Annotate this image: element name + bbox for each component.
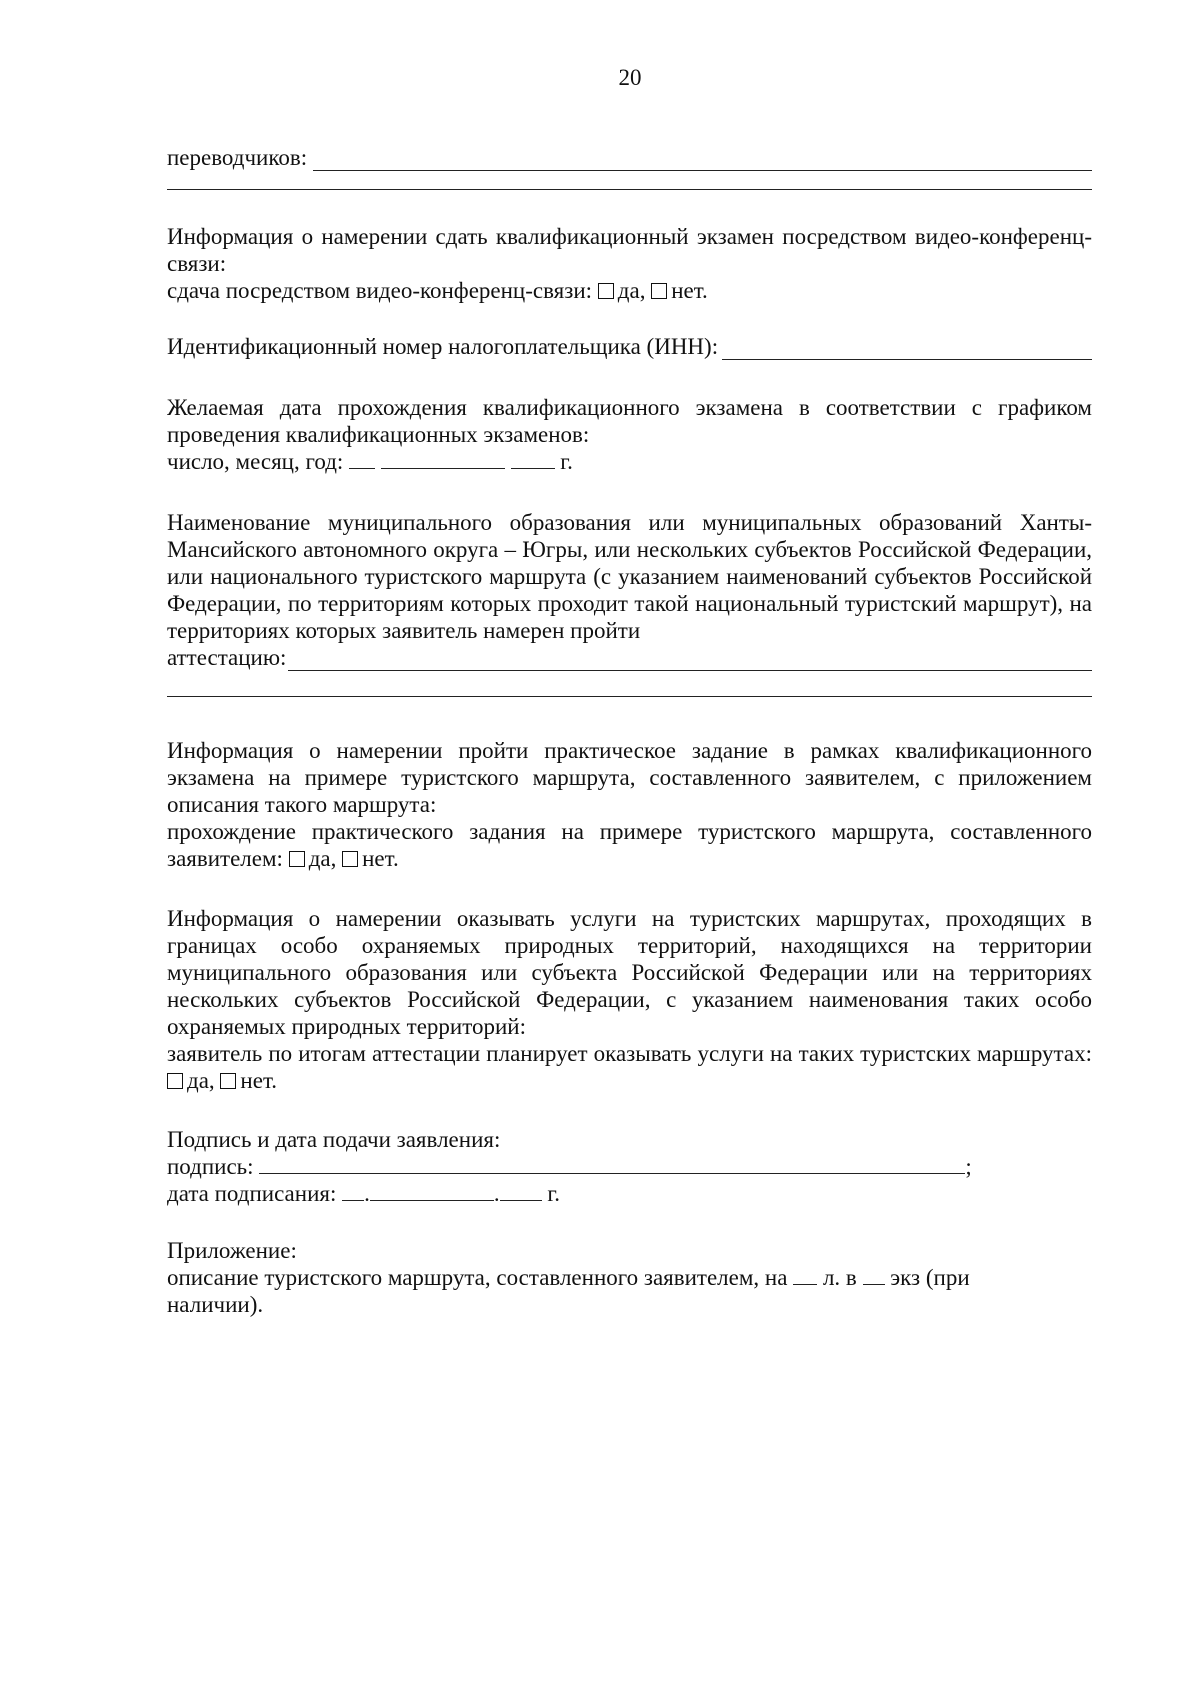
sign-month-field[interactable] <box>370 1180 494 1201</box>
inn-field[interactable] <box>722 337 1092 360</box>
video-question: сдача посредством видео-конференц-связи: <box>167 278 593 303</box>
inn-label: Идентификационный номер налогоплательщика (ИНН): <box>167 334 719 359</box>
protected-question: заявитель по итогам аттестации планирует оказывать услуги на таких туристских маршрутах: <box>167 1041 1092 1066</box>
video-no-checkbox[interactable] <box>651 283 667 299</box>
municipality-last-word: аттестацию: <box>167 645 287 670</box>
practical-no-checkbox[interactable] <box>342 851 358 867</box>
exam-day-field[interactable] <box>349 448 375 469</box>
exam-date-section <box>167 394 1092 475</box>
protected-yes-label: да, <box>187 1068 215 1093</box>
sign-year-field[interactable] <box>500 1180 542 1201</box>
exam-date-suffix: г. <box>560 449 573 474</box>
exam-date-label: число, месяц, год: <box>167 449 344 474</box>
translators-field[interactable] <box>313 148 1092 171</box>
sign-date-suffix: г. <box>547 1181 560 1206</box>
sign-day-field[interactable] <box>342 1180 364 1201</box>
municipality-field[interactable] <box>288 648 1092 671</box>
translators-block <box>167 144 1092 190</box>
video-yes-label: да, <box>617 278 646 303</box>
translators-field-line-2[interactable] <box>167 189 1092 190</box>
appendix-pages-field[interactable] <box>793 1264 817 1285</box>
protected-no-checkbox[interactable] <box>220 1073 236 1089</box>
practical-yes-label: да, <box>308 846 337 871</box>
sign-date-dot-2: . <box>493 1181 500 1206</box>
municipality-section <box>167 509 1092 697</box>
translators-label: переводчиков: <box>167 145 308 170</box>
protected-yes-checkbox[interactable] <box>167 1073 183 1089</box>
practical-question: прохождение практического задания на примере туристского маршрута, составленного заявителем: <box>167 819 1092 871</box>
video-conference-section <box>167 223 1092 304</box>
page-number: 20 <box>618 65 642 90</box>
exam-month-field[interactable] <box>381 448 505 469</box>
municipality-text: Наименование муниципального образования или муниципальных образований Ханты-Мансийского автономного округа – Югры, или нескольких субъектов Российской Федерации, или национального туристского маршрута (с указанием наименований субъектов Российской Федерации, по территориям которых проходит такой национальный туристский маршрут), на территориях которых заявитель намерен пройти <box>167 510 1092 643</box>
signature-end: ; <box>965 1154 972 1179</box>
appendix-text-c: экз (при наличии). <box>167 1265 970 1317</box>
video-no-label: нет. <box>671 278 708 303</box>
appendix-copies-field[interactable] <box>863 1264 885 1285</box>
protected-intro: Информация о намерении оказывать услуги на туристских маршрутах, проходящих в границах особо охраняемых природных территорий, находящихся на территории муниципального образования или субъекта Российской Федерации или на территориях нескольких субъектов Российской Федерации, с указанием наименования таких особо охраняемых природных территорий: <box>167 906 1092 1039</box>
sign-date-label: дата подписания: <box>167 1181 337 1206</box>
appendix-section <box>167 1237 1092 1318</box>
appendix-text-b: л. в <box>822 1265 857 1290</box>
sign-date-dot-1: . <box>364 1181 370 1206</box>
exam-date-intro: Желаемая дата прохождения квалификационного экзамена в соответствии с графиком проведения квалификационных экзаменов: <box>167 395 1092 447</box>
appendix-heading: Приложение: <box>167 1238 297 1263</box>
protected-no-label: нет. <box>240 1068 278 1093</box>
signature-heading: Подпись и дата подачи заявления: <box>167 1127 501 1152</box>
practical-section <box>167 737 1092 872</box>
protected-section <box>167 905 1092 1094</box>
signature-field[interactable] <box>259 1153 965 1174</box>
video-intro: Информация о намерении сдать квалификационный экзамен посредством видео-конференц-связи: <box>167 224 1092 276</box>
signature-section <box>167 1126 1092 1207</box>
inn-row <box>167 333 1092 360</box>
exam-year-field[interactable] <box>511 448 555 469</box>
practical-yes-checkbox[interactable] <box>289 851 305 867</box>
practical-no-label: нет. <box>362 846 399 871</box>
signature-label: подпись: <box>167 1154 254 1179</box>
practical-intro: Информация о намерении пройти практическое задание в рамках квалификационного экзамена на примере туристского маршрута, составленного заявителем, с приложением описания такого маршрута: <box>167 738 1092 817</box>
video-yes-checkbox[interactable] <box>598 283 614 299</box>
appendix-text-a: описание туристского маршрута, составленного заявителем, на <box>167 1265 788 1290</box>
municipality-field-line-2[interactable] <box>167 696 1092 697</box>
